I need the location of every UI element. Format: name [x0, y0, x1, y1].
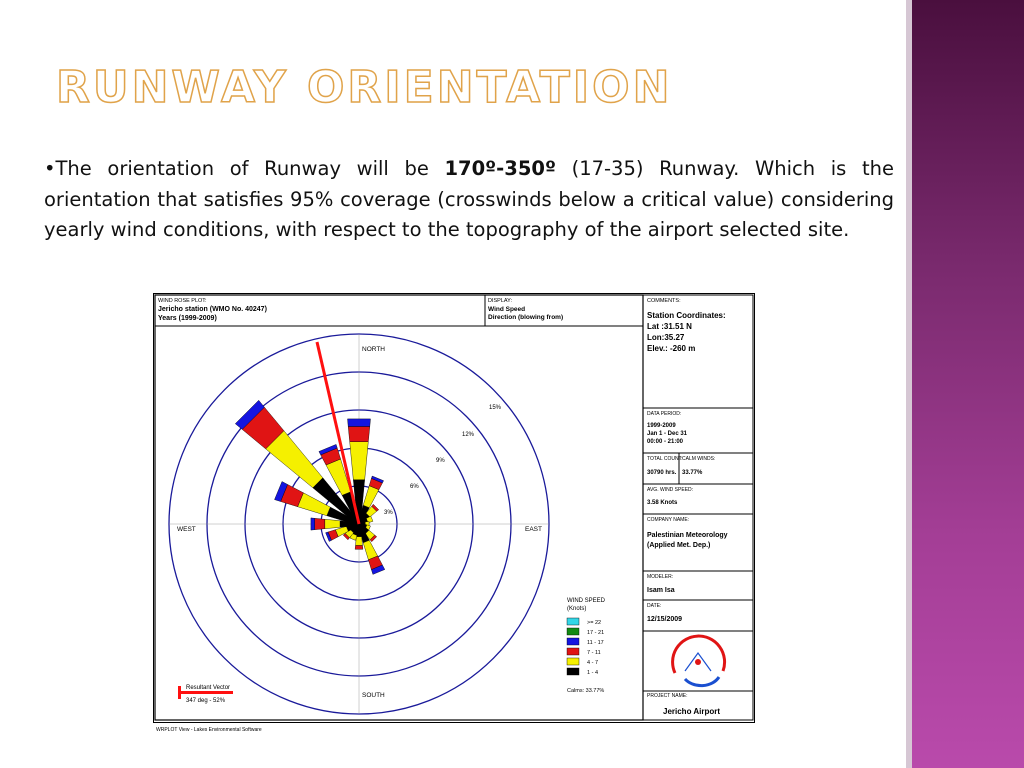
paragraph-part-a: The orientation of Runway will be	[55, 157, 445, 180]
ring-label-6: 6%	[410, 484, 419, 490]
plot-label: WIND ROSE PLOT:	[158, 298, 207, 304]
ring-label-3: 3%	[384, 510, 393, 516]
project-label: PROJECT NAME:	[647, 693, 688, 699]
legend-label: 17 - 21	[587, 630, 605, 636]
period-hours: 00:00 - 21:00	[647, 439, 684, 445]
petal-segment	[356, 537, 363, 546]
resultant-value: 347 deg - 52%	[186, 698, 226, 704]
petal-segment	[348, 427, 370, 442]
legend-label: 7 - 11	[587, 650, 601, 656]
calm-value: 33.77%	[682, 470, 703, 476]
display-line2: Direction (blowing from)	[488, 314, 564, 321]
figure-border	[154, 294, 755, 723]
coords-elev: Elev.: -260 m	[647, 344, 696, 353]
station-years: Years (1999-2009)	[158, 315, 217, 322]
count-value: 30790 hrs.	[647, 470, 677, 476]
software-footer: WRPLOT View - Lakes Environmental Software	[156, 727, 262, 733]
legend-calms: Calms: 33.77%	[567, 688, 605, 694]
coords-lat: Lat :31.51 N	[647, 322, 692, 331]
comments-label: COMMENTS:	[647, 298, 681, 304]
paragraph-orientation-bold: 170º-350º	[444, 157, 556, 180]
company-line2: (Applied Met. Dep.)	[647, 542, 711, 549]
petal-segment	[315, 518, 325, 529]
ring-label-12: 12%	[462, 432, 475, 438]
project-value: Jericho Airport	[663, 707, 721, 716]
legend-label: 4 - 7	[587, 660, 599, 666]
resultant-title: Resultant Vector	[186, 685, 231, 691]
company-label: COMPANY NAME:	[647, 517, 690, 523]
display-line1: Wind Speed	[488, 306, 526, 313]
modeler-value: Isam Isa	[647, 587, 675, 594]
legend-swatch	[567, 658, 579, 665]
coords-title: Station Coordinates:	[647, 311, 726, 320]
slide-title: RUNWAY ORIENTATION	[56, 62, 673, 113]
display-label: DISPLAY:	[488, 298, 513, 304]
company-line1: Palestinian Meteorology	[647, 532, 728, 539]
avg-speed-label: AVG. WIND SPEED:	[647, 487, 694, 493]
legend-swatch	[567, 618, 579, 625]
period-label: DATA PERIOD:	[647, 411, 682, 417]
legend-title: WIND SPEED	[567, 598, 606, 604]
petal-segment	[325, 519, 340, 528]
legend-swatch	[567, 638, 579, 645]
modeler-label: MODELER:	[647, 574, 674, 580]
resultant-legend-arrow	[178, 691, 233, 694]
paragraph-part-c: (17-35) Runway. Which is the orientation that satisfies 95% coverage (crosswinds below a critical value) considering yearly wind conditions, with respect to the topography of the airport selected site.	[44, 157, 894, 241]
coords-lon: Lon:35.27	[647, 333, 685, 342]
date-value: 12/15/2009	[647, 616, 683, 623]
avg-speed-value: 3.58 Knots	[647, 500, 678, 506]
petal-segment	[355, 546, 363, 550]
legend-swatch	[567, 648, 579, 655]
legend-swatch	[567, 668, 579, 675]
dir-south: SOUTH	[362, 692, 385, 699]
ring-label-9: 9%	[436, 458, 445, 464]
bullet-paragraph	[44, 154, 894, 246]
petal-segment	[348, 419, 371, 427]
legend-label: 1 - 4	[587, 670, 599, 676]
dir-north: NORTH	[362, 346, 385, 353]
station-name: Jericho station (WMO No. 40247)	[158, 306, 267, 313]
ring-label-15: 15%	[489, 405, 502, 411]
count-label: TOTAL COUNT:	[647, 456, 683, 462]
legend-label: 11 - 17	[587, 640, 604, 646]
dir-west: WEST	[177, 526, 196, 533]
wind-rose-figure	[153, 293, 755, 733]
calm-label: CALM WINDS:	[682, 456, 716, 462]
petal-segment	[311, 518, 315, 530]
legend-swatch	[567, 628, 579, 635]
legend-label: >= 22	[587, 620, 602, 626]
legend-units: (Knots)	[567, 606, 587, 612]
period-dates: Jan 1 - Dec 31	[647, 431, 688, 437]
decorative-sidebar	[912, 0, 1024, 768]
bullet-glyph: •	[44, 157, 56, 180]
dir-east: EAST	[525, 526, 542, 533]
period-years: 1999-2009	[647, 423, 676, 429]
date-label: DATE:	[647, 603, 662, 609]
